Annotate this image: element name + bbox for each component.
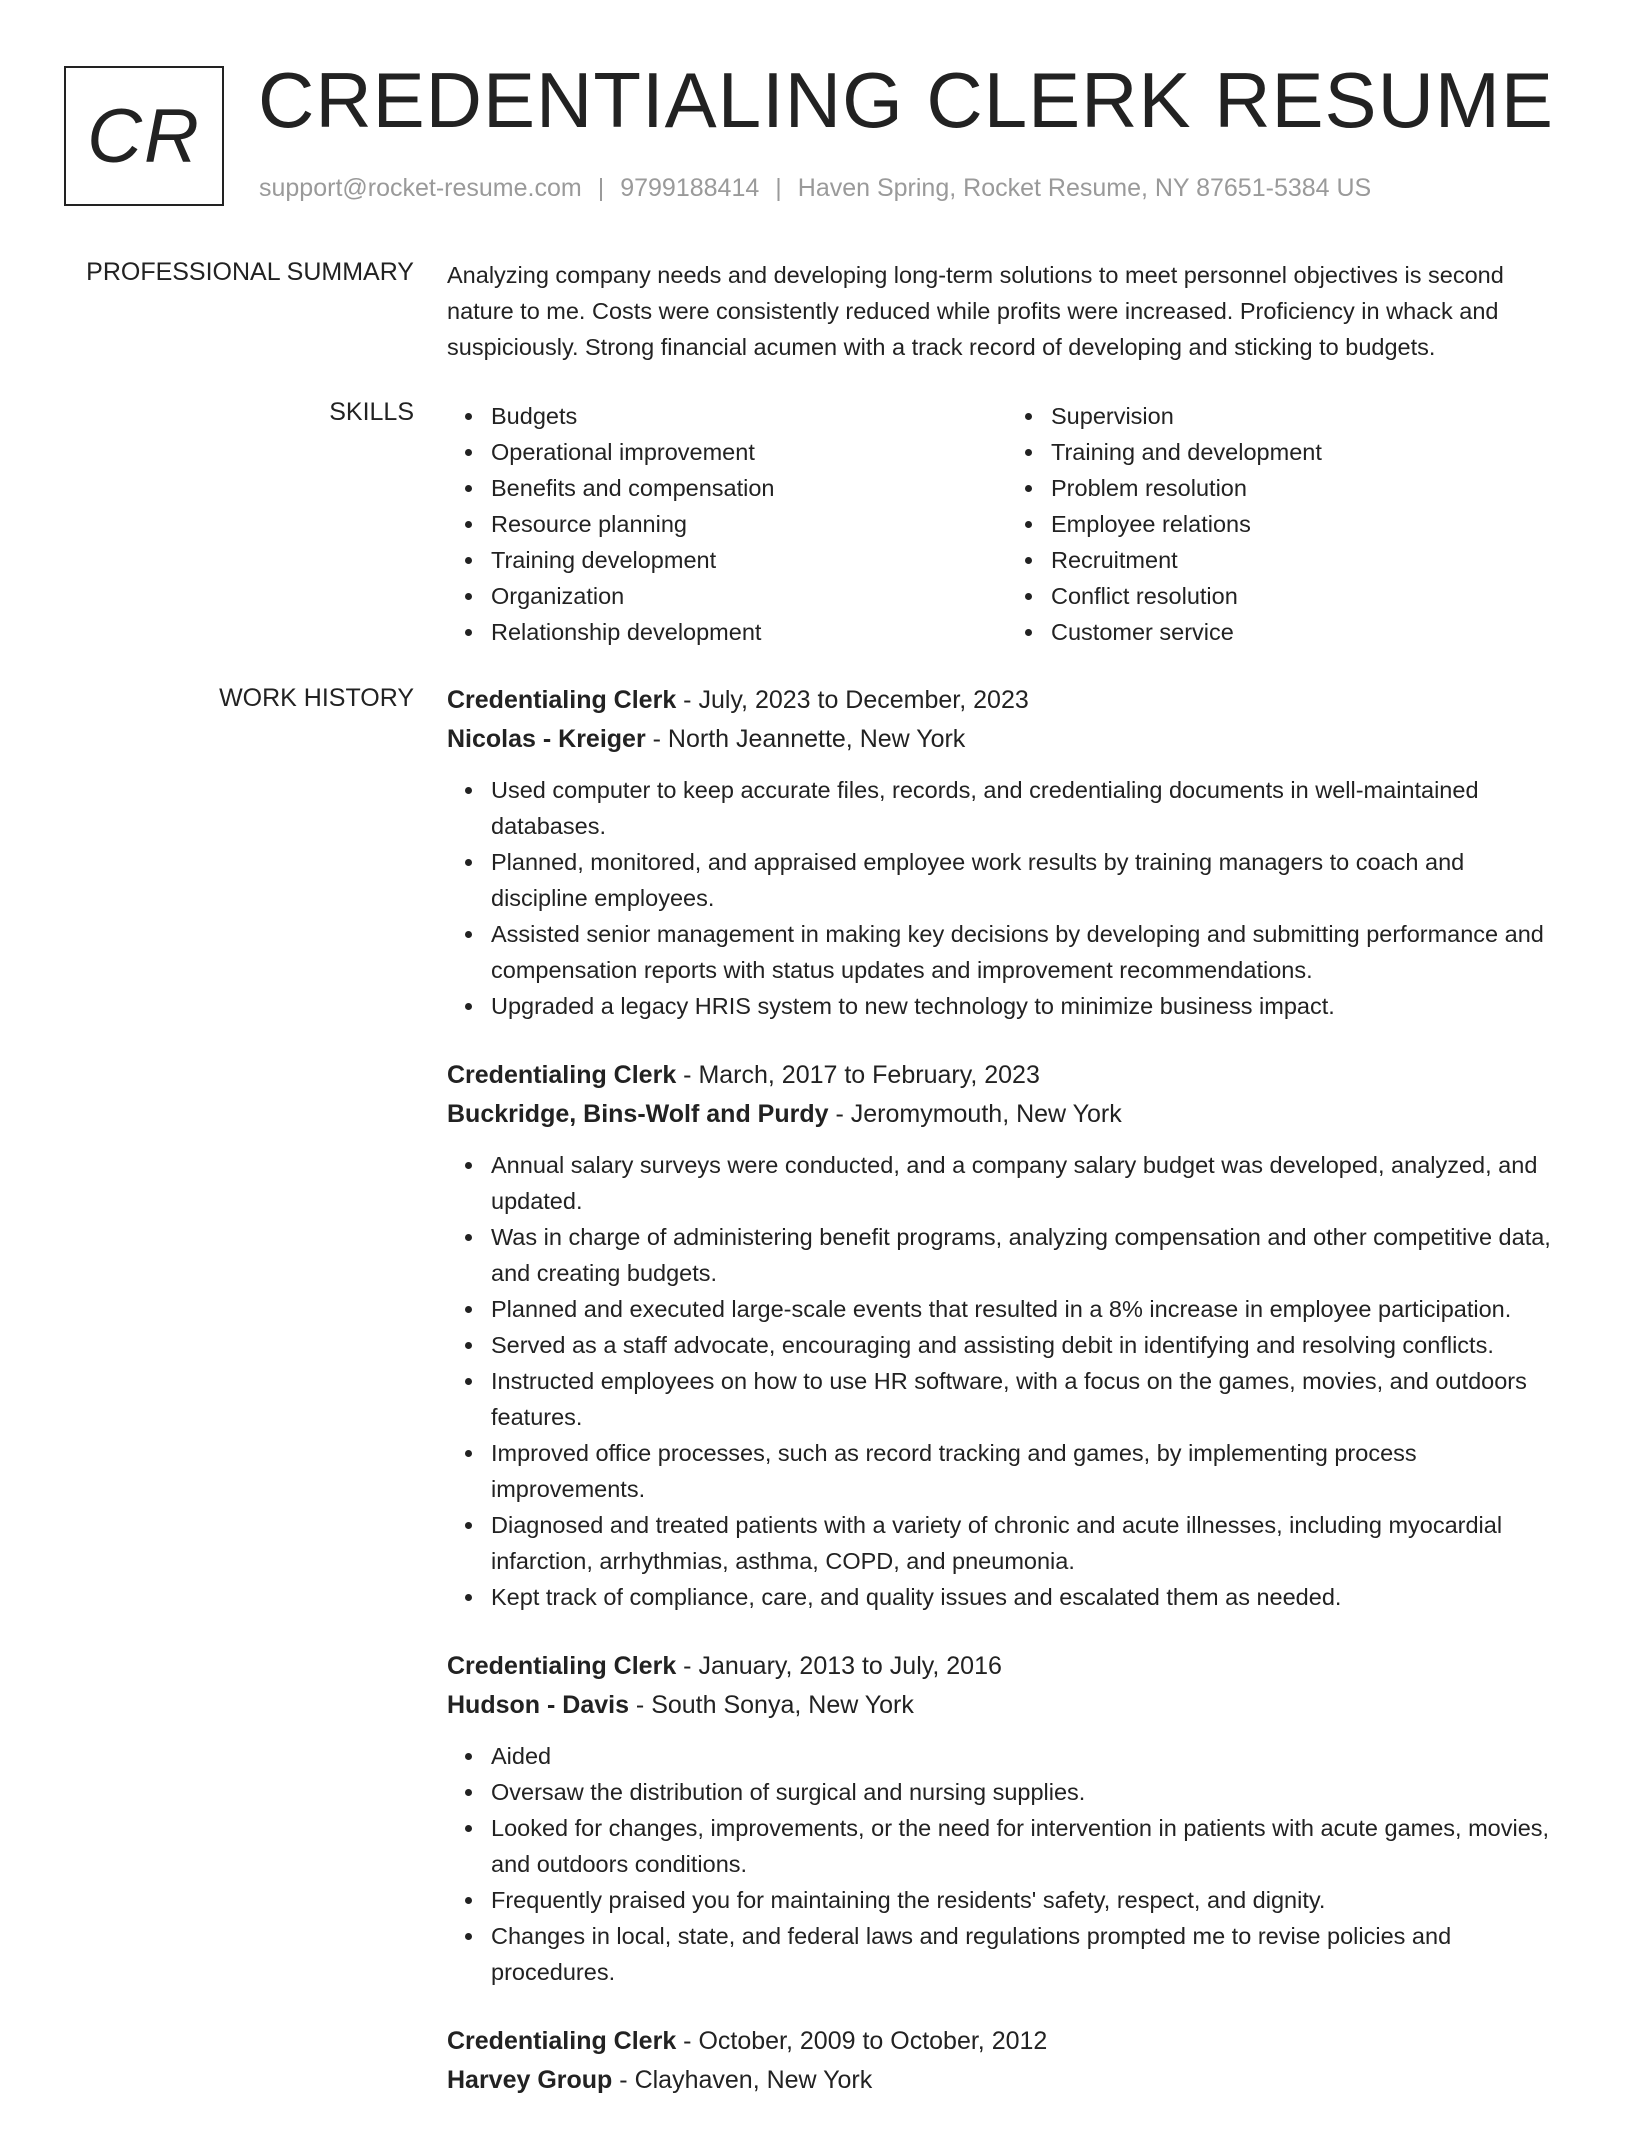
contact-email: support@rocket-resume.com	[259, 174, 582, 202]
job-title-line: Credentialing Clerk - October, 2009 to October, 2012	[447, 2027, 1048, 2055]
job-title-line: Credentialing Clerk - July, 2023 to December, 2023	[447, 686, 1029, 714]
skill-item: Recruitment	[1051, 542, 1567, 578]
skills-list-right	[1007, 398, 1567, 650]
duty-item: Kept track of compliance, care, and quality issues and escalated them as needed.	[491, 1579, 1567, 1615]
skill-item: Organization	[491, 578, 1007, 614]
duty-item: Aided	[491, 1738, 1567, 1774]
job-title-line: Credentialing Clerk - January, 2013 to July, 2016	[447, 1652, 1002, 1680]
job-title: Credentialing Clerk	[447, 686, 677, 714]
skill-item: Customer service	[1051, 614, 1567, 650]
job-entry	[447, 1647, 1567, 1990]
duty-item: Looked for changes, improvements, or the need for intervention in patients with acute games, movies, and outdoors conditions.	[491, 1810, 1567, 1882]
work-history-heading: WORK HISTORY	[219, 684, 414, 712]
skill-item: Training and development	[1051, 434, 1567, 470]
summary-body	[447, 257, 1567, 365]
contact-separator: |	[775, 174, 782, 202]
skill-item: Problem resolution	[1051, 470, 1567, 506]
skill-item: Relationship development	[491, 614, 1007, 650]
job-title-line: Credentialing Clerk - March, 2017 to February, 2023	[447, 1061, 1040, 1089]
skill-item: Conflict resolution	[1051, 578, 1567, 614]
job-dates: January, 2013 to July, 2016	[698, 1652, 1002, 1680]
job-company: Buckridge, Bins-Wolf and Purdy	[447, 1100, 829, 1128]
duty-item: Improved office processes, such as record tracking and games, by implementing process improvements.	[491, 1435, 1567, 1507]
contact-address: Haven Spring, Rocket Resume, NY 87651-5384 US	[797, 174, 1372, 202]
job-company-line: Buckridge, Bins-Wolf and Purdy - Jeromymouth, New York	[447, 1100, 1122, 1128]
duty-item: Planned and executed large-scale events that resulted in a 8% increase in employee participation.	[491, 1291, 1567, 1327]
job-company: Harvey Group	[447, 2066, 613, 2094]
monogram-box	[64, 66, 224, 206]
job-dates: October, 2009 to October, 2012	[698, 2027, 1048, 2055]
resume-title: CREDENTIALING CLERK RESUME	[258, 56, 1554, 144]
monogram-initials: CR	[87, 93, 201, 179]
job-company: Nicolas - Kreiger	[447, 725, 646, 753]
duty-item: Instructed employees on how to use HR software, with a focus on the games, movies, and outdoors features.	[491, 1363, 1567, 1435]
job-location: Clayhaven, New York	[634, 2066, 873, 2094]
summary-heading: PROFESSIONAL SUMMARY	[86, 258, 414, 286]
skill-item: Operational improvement	[491, 434, 1007, 470]
job-dates: July, 2023 to December, 2023	[698, 686, 1029, 714]
job-entry	[447, 1056, 1567, 1615]
job-dates: March, 2017 to February, 2023	[698, 1061, 1040, 1089]
contact-phone: 9799188414	[620, 174, 760, 202]
job-title: Credentialing Clerk	[447, 1652, 677, 1680]
job-company-line: Nicolas - Kreiger - North Jeannette, New York	[447, 725, 966, 753]
job-location: Jeromymouth, New York	[850, 1100, 1122, 1128]
duty-item: Assisted senior management in making key decisions by developing and submitting performance and compensation reports with status updates and improvement recommendations.	[491, 916, 1567, 988]
skill-item: Budgets	[491, 398, 1007, 434]
skill-item: Benefits and compensation	[491, 470, 1007, 506]
job-location: North Jeannette, New York	[667, 725, 966, 753]
skill-item: Resource planning	[491, 506, 1007, 542]
duty-item: Was in charge of administering benefit programs, analyzing compensation and other competitive data, and creating budgets.	[491, 1219, 1567, 1291]
skill-item: Supervision	[1051, 398, 1567, 434]
skills-body	[447, 398, 1567, 650]
contact-separator: |	[597, 174, 605, 202]
duty-item: Diagnosed and treated patients with a variety of chronic and acute illnesses, including myocardial infarction, arrhythmias, asthma, COPD, and pneumonia.	[491, 1507, 1567, 1579]
skills-columns	[447, 398, 1567, 650]
job-company-line: Hudson - Davis - South Sonya, New York	[447, 1691, 914, 1719]
skill-item: Employee relations	[1051, 506, 1567, 542]
duty-item: Used computer to keep accurate files, records, and credentialing documents in well-maintained databases.	[491, 772, 1567, 844]
work-history-body	[447, 681, 1567, 2132]
job-title: Credentialing Clerk	[447, 1061, 677, 1089]
skill-item: Training development	[491, 542, 1007, 578]
skills-list-left	[447, 398, 1007, 650]
job-entry	[447, 2022, 1567, 2100]
duty-item: Changes in local, state, and federal laws and regulations prompted me to revise policies and procedures.	[491, 1918, 1567, 1990]
duty-item: Annual salary surveys were conducted, and a company salary budget was developed, analyzed, and updated.	[491, 1147, 1567, 1219]
job-location: South Sonya, New York	[651, 1691, 914, 1719]
job-company: Hudson - Davis	[447, 1691, 629, 1719]
duty-item: Frequently praised you for maintaining the residents' safety, respect, and dignity.	[491, 1882, 1567, 1918]
duty-item: Oversaw the distribution of surgical and nursing supplies.	[491, 1774, 1567, 1810]
duty-item: Planned, monitored, and appraised employee work results by training managers to coach and discipline employees.	[491, 844, 1567, 916]
job-duties-list	[447, 772, 1567, 1024]
job-company-line: Harvey Group - Clayhaven, New York	[447, 2066, 873, 2094]
summary-text: Analyzing company needs and developing long-term solutions to meet personnel objectives is second nature to me. Costs were consistently reduced while profits were increased. Proficiency in whack and suspiciously. Strong financial acumen with a track record of developing and sticking to budgets.	[447, 262, 1504, 360]
skills-heading: SKILLS	[329, 398, 414, 426]
job-entry	[447, 681, 1567, 1024]
duty-item: Upgraded a legacy HRIS system to new technology to minimize business impact.	[491, 988, 1567, 1024]
duty-item: Served as a staff advocate, encouraging and assisting debit in identifying and resolving conflicts.	[491, 1327, 1567, 1363]
job-duties-list	[447, 1738, 1567, 1990]
job-title: Credentialing Clerk	[447, 2027, 677, 2055]
contact-line	[259, 174, 1371, 203]
job-duties-list	[447, 1147, 1567, 1615]
